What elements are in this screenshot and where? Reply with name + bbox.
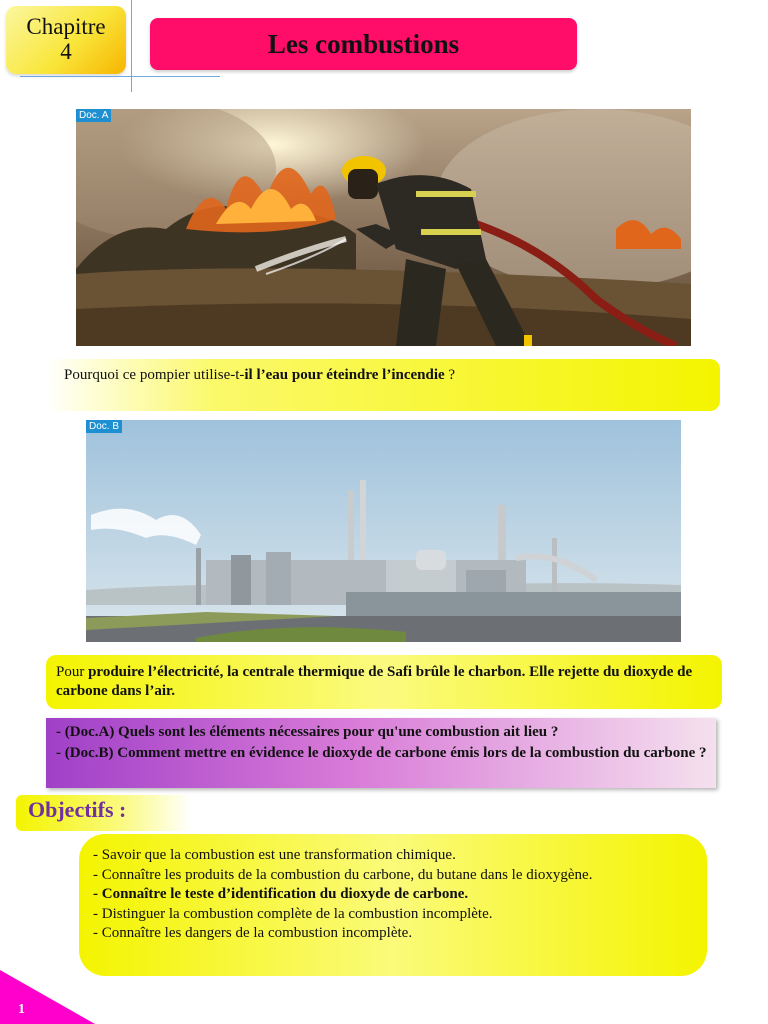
objective-item: [93, 905, 689, 925]
objective-item: [93, 866, 689, 886]
objective-item: [93, 924, 689, 944]
objectives-heading: Objectifs :: [16, 795, 191, 831]
chapter-number: 4: [60, 39, 72, 64]
doc-a-question-bold: il l’eau pour éteindre l’incendie: [244, 367, 445, 383]
doc-a-label: Doc. A: [76, 109, 111, 122]
doc-b-photo: [86, 420, 681, 642]
objective-dash: -: [93, 847, 102, 863]
questions-box: [46, 718, 716, 788]
firefighter-image: [76, 109, 691, 346]
objective-dash: -: [93, 866, 102, 883]
page-title: Les combustions: [150, 18, 577, 70]
objective-dash: -: [93, 886, 102, 903]
page-number: 1: [18, 1002, 25, 1017]
question-doc-a: - (Doc.A) Quels sont les éléments nécessaires pour qu'une combustion ait lieu ?: [56, 724, 559, 740]
header-divider-horizontal: [20, 76, 220, 77]
doc-b-label: Doc. B: [86, 420, 122, 433]
objective-item: [93, 885, 689, 905]
objective-dash: -: [93, 905, 102, 922]
objective-item: [93, 846, 689, 866]
objective-dash: -: [93, 925, 102, 942]
objective-text: Distinguer la combustion complète de la combustion incomplète.: [101, 905, 493, 922]
doc-a-question-end: ?: [444, 367, 456, 383]
doc-a-question: [46, 359, 720, 411]
doc-a-photo: [76, 109, 691, 346]
doc-a-question-plain: Pourquoi ce pompier utilise-t-: [64, 367, 245, 383]
objectives-list: [79, 834, 707, 976]
question-doc-b: - (Doc.B) Comment mettre en évidence le dioxyde de carbone émis lors de la combustion du carbone ?: [56, 745, 707, 761]
chapter-label: Chapitre: [26, 14, 106, 39]
page-corner-decoration: [0, 970, 95, 1024]
objective-text: Savoir que la combustion est une transformation chimique.: [101, 847, 456, 863]
chapter-badge: [6, 6, 126, 74]
doc-b-text-bold: produire l’électricité, la centrale thermique de Safi brûle le charbon. Elle rejette du dioxyde de carbone dans l’air.: [56, 664, 693, 699]
objective-text: Connaître le teste d’identification du dioxyde de carbone.: [101, 886, 469, 903]
doc-b-text-start: Pour: [56, 664, 89, 680]
objective-text: Connaître les produits de la combustion du carbone, du butane dans le dioxygène.: [101, 866, 593, 883]
power-plant-image: [86, 420, 681, 642]
objective-text: Connaître les dangers de la combustion incomplète.: [101, 925, 413, 942]
doc-b-text: [46, 655, 722, 709]
header-divider-vertical: [131, 0, 132, 92]
